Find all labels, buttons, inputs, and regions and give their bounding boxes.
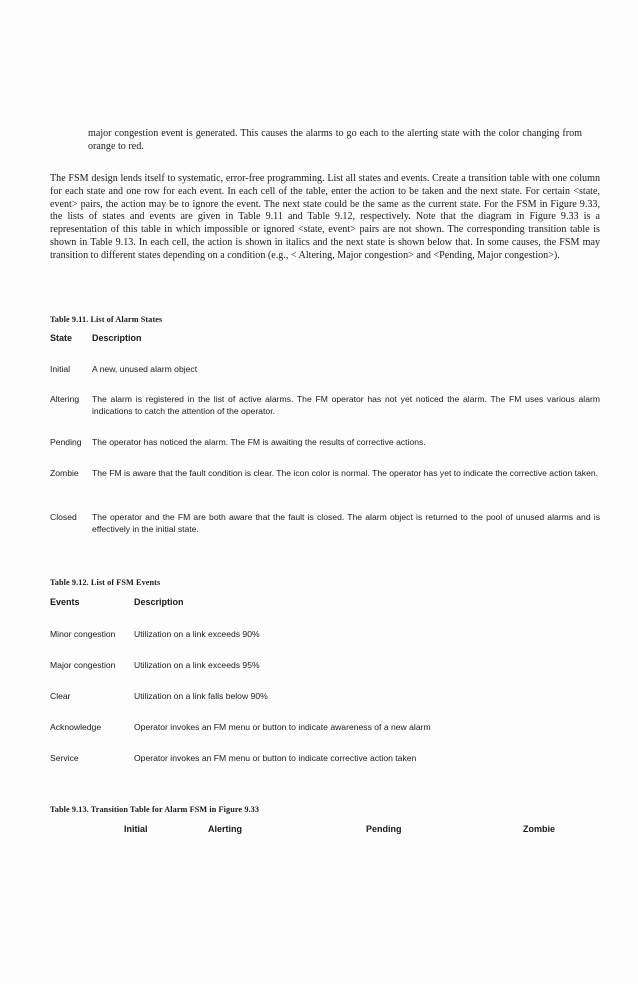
state-description: The FM is aware that the fault condition is clear. The icon color is normal. The operator has yet to indicate the corrective action taken. [92,468,599,478]
state-description: A new, unused alarm object [92,364,198,374]
state-name: Zombie [50,468,79,478]
table-9-12-caption: Table 9.12. List of FSM Events [50,578,161,587]
event-name: Minor congestion [50,629,116,639]
table-9-12-header-description: Description [134,597,184,607]
state-description: The alarm is registered in the list of active alarms. The FM operator has not yet noticed the alarm. The FM uses various alarm indications to catch the attention of the operator. [92,394,600,416]
event-description: Utilization on a link exceeds 95% [134,660,260,670]
table-9-11-header-state: State [50,333,73,343]
table-9-13-header-pending: Pending [366,824,402,834]
event-description: Utilization on a link falls below 90% [134,691,268,701]
state-name: Pending [50,437,82,447]
event-name: Major congestion [50,660,116,670]
state-description: The operator and the FM are both aware that the fault is closed. The alarm object is returned to the pool of unused alarms and is effectively in the initial state. [92,512,600,534]
event-description: Operator invokes an FM menu or button to indicate awareness of a new alarm [134,722,431,732]
event-name: Clear [50,691,71,701]
continuation-paragraph: major congestion event is generated. This causes the alarms to go each to the alerting state with the color changing from orange to red. [88,128,582,152]
state-name: Closed [50,512,77,522]
table-9-11-caption: Table 9.11. List of Alarm States [50,315,163,324]
table-9-13-header-zombie: Zombie [523,824,556,834]
table-9-12-header-events: Events [50,597,80,607]
table-9-11-header-description: Description [92,333,142,343]
state-name: Altering [50,394,80,404]
table-9-13-caption: Table 9.13. Transition Table for Alarm FSM in Figure 9.33 [50,805,260,814]
state-name: Initial [50,364,71,374]
event-description: Operator invokes an FM menu or button to indicate corrective action taken [134,753,417,763]
event-name: Service [50,753,79,763]
event-description: Utilization on a link exceeds 90% [134,629,260,639]
state-description: The operator has noticed the alarm. The FM is awaiting the results of corrective actions. [92,437,426,447]
table-9-13-header-initial: Initial [124,824,148,834]
event-name: Acknowledge [50,722,102,732]
fsm-design-paragraph: The FSM design lends itself to systematic, error-free programming. List all states and events. Create a transition table with one column for each state and one row for each event. In each cell of the table, enter the action to be taken and the next state. For certain <state, event> pairs, the action may be to ignore the event. The next state could be the same as the current state. For the FSM in Figure 9.33, the lists of states and events are given in Table 9.11 and Table 9.12, respectively. Note that the diagram in Figure 9.33 is a representation of this table in which impossible or ignored <state, event> pairs are not shown. The corresponding transition table is shown in Table 9.13. In each cell, the action is shown in italics and the next state is shown below that. In some causes, the FSM may transition to different states depending on a condition (e.g., < Altering, Major congestion> and <Pending, Major congestion>). [50,173,600,261]
table-9-13-header-alerting: Alerting [208,824,243,834]
